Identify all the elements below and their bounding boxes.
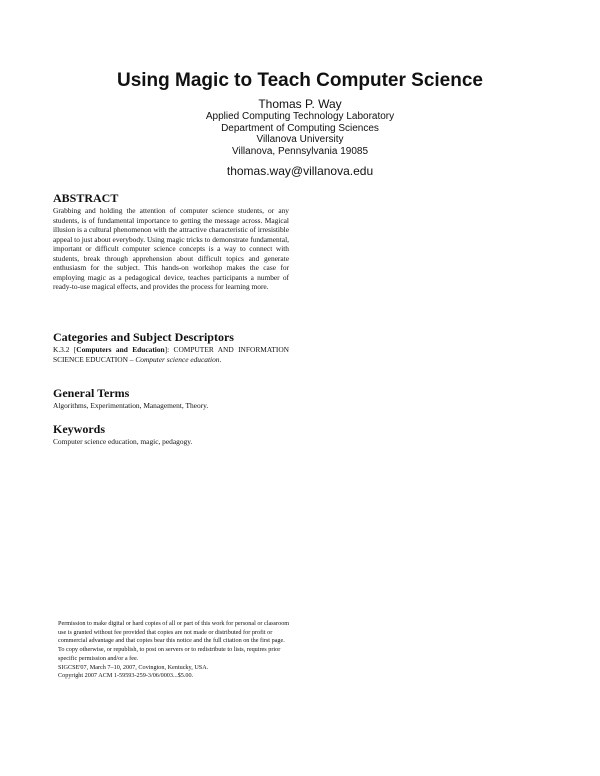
permission-block bbox=[58, 620, 290, 681]
category-italic: Computer science education bbox=[135, 354, 220, 364]
paper-title: Using Magic to Teach Computer Science bbox=[116, 70, 483, 91]
conference-info: SIGCSE'07, March 7–10, 2007, Covington, Kentucky, USA. bbox=[58, 663, 209, 671]
keywords-text: Computer science education, magic, pedagogy. bbox=[53, 437, 193, 446]
general-terms-text: Algorithms, Experimentation, Management, Theory. bbox=[53, 401, 209, 410]
category-bold: Computers and Education bbox=[76, 345, 165, 354]
author-name: Thomas P. Way bbox=[258, 97, 342, 111]
keywords-section bbox=[53, 422, 289, 447]
paper-header bbox=[0, 68, 600, 178]
affiliation-university: Villanova University bbox=[256, 134, 344, 145]
copyright-line: Copyright 2007 ACM 1-59593-259-3/06/0003...$5.00. bbox=[58, 672, 194, 680]
category-rest: ]: COMPUTER AND INFORMATION SCIENCE EDUCATION – bbox=[53, 345, 289, 364]
categories-heading: Categories and Subject Descriptors bbox=[53, 330, 234, 344]
general-terms-heading: General Terms bbox=[53, 386, 130, 400]
general-terms-section bbox=[53, 386, 289, 411]
affiliation-address: Villanova, Pennsylvania 19085 bbox=[231, 145, 369, 157]
abstract-section bbox=[53, 191, 289, 292]
category-code: K.3.2 [ bbox=[53, 345, 77, 354]
permission-text: Permission to make digital or hard copies of all or part of this work for personal or classroom use is granted without fee provided that copies are not made or distributed for profit or commercial advantage and that copies bear this notice and the full citation on the first page. To copy otherwise, or republish, to post on servers or to redistribute to lists, requires prior specific permission and/or a fee. bbox=[58, 620, 290, 662]
category-end: . bbox=[219, 354, 222, 364]
affiliation-department: Department of Computing Sciences bbox=[221, 122, 379, 134]
abstract-text: Grabbing and holding the attention of computer science students, or any students, is of fundamental importance to getting the message across. Magical illusion is a cultural phenomenon with the attractive characteristic of irresistible appeal to just about everybody. Using magic tricks to demonstrate fundamental, important or difficult computer science concepts is a way to connect with students, break through apprehension about difficult topics and generate enthusiasm for the subject. This hands-on workshop makes the case for employing magic as a pedagogical device, teaches participants a number of ready-to-use magical effects, and provides the process for learning more. bbox=[53, 206, 290, 292]
keywords-heading: Keywords bbox=[53, 422, 105, 436]
affiliation-lab: Applied Computing Technology Laboratory bbox=[205, 111, 395, 122]
author-email: thomas.way@villanova.edu bbox=[226, 164, 374, 178]
categories-text bbox=[53, 345, 289, 364]
abstract-heading: ABSTRACT bbox=[53, 191, 119, 205]
categories-section bbox=[53, 330, 289, 364]
